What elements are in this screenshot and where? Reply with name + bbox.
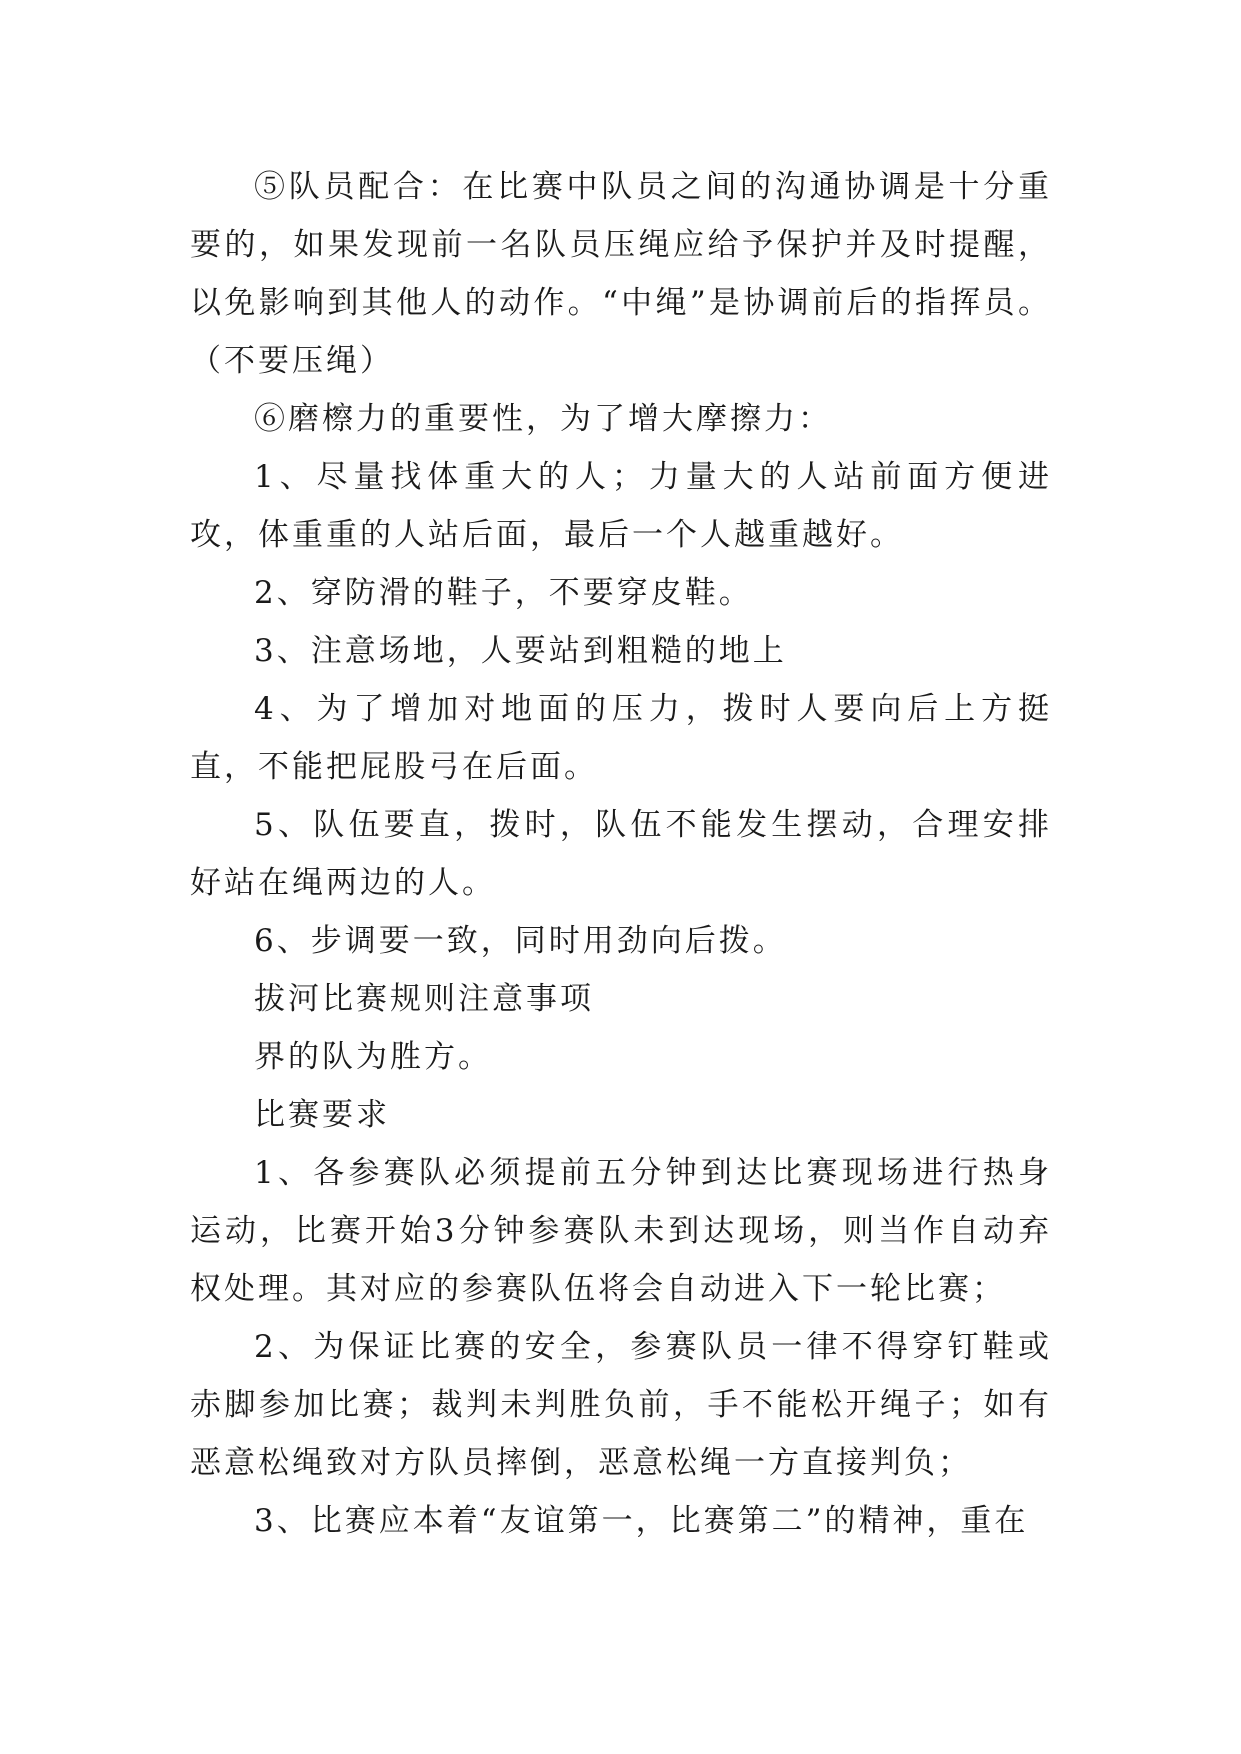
document-body xyxy=(190,158,1052,1550)
paragraph-requirement-1: 1、各参赛队必须提前五分钟到达比赛现场进行热身运动，比赛开始3分钟参赛队未到达现场，则当作自动弃权处理。其对应的参赛队伍将会自动进入下一轮比赛； xyxy=(190,1155,1052,1307)
paragraph-tip-1: 1、尽量找体重大的人；力量大的人站前面方便进攻，体重重的人站后面，最后一个人越重越好。 xyxy=(190,459,1052,553)
paragraph-tip-2: 2、穿防滑的鞋子，不要穿皮鞋。 xyxy=(254,575,753,611)
paragraph-requirement-2: 2、为保证比赛的安全，参赛队员一律不得穿钉鞋或赤脚参加比赛；裁判未判胜负前，手不能松开绳子；如有恶意松绳致对方队员摔倒，恶意松绳一方直接判负； xyxy=(190,1329,1052,1481)
paragraph-tip-4: 4、为了增加对地面的压力，拨时人要向后上方挺直，不能把屁股弓在后面。 xyxy=(190,691,1052,785)
paragraph-friction-importance: ⑥磨檫力的重要性，为了增大摩擦力： xyxy=(254,401,832,437)
paragraph-requirement-3: 3、比赛应本着“友谊第一，比赛第二”的精神，重在 xyxy=(254,1503,1029,1539)
paragraph-tip-3: 3、注意场地，人要站到粗糙的地上 xyxy=(254,633,787,669)
paragraph-teamwork: ⑤队员配合：在比赛中队员之间的沟通协调是十分重要的，如果发现前一名队员压绳应给予保护并及时提醒，以免影响到其他人的动作。“中绳”是协调前后的指挥员。（不要压绳） xyxy=(190,169,1052,379)
paragraph-winner: 界的队为胜方。 xyxy=(254,1039,492,1075)
paragraph-tip-5: 5、队伍要直，拨时，队伍不能发生摆动，合理安排好站在绳两边的人。 xyxy=(190,807,1052,901)
section-heading-requirements: 比赛要求 xyxy=(254,1097,390,1133)
paragraph-tip-6: 6、步调要一致，同时用劲向后拨。 xyxy=(254,923,787,959)
section-heading-rules: 拔河比赛规则注意事项 xyxy=(254,981,594,1017)
